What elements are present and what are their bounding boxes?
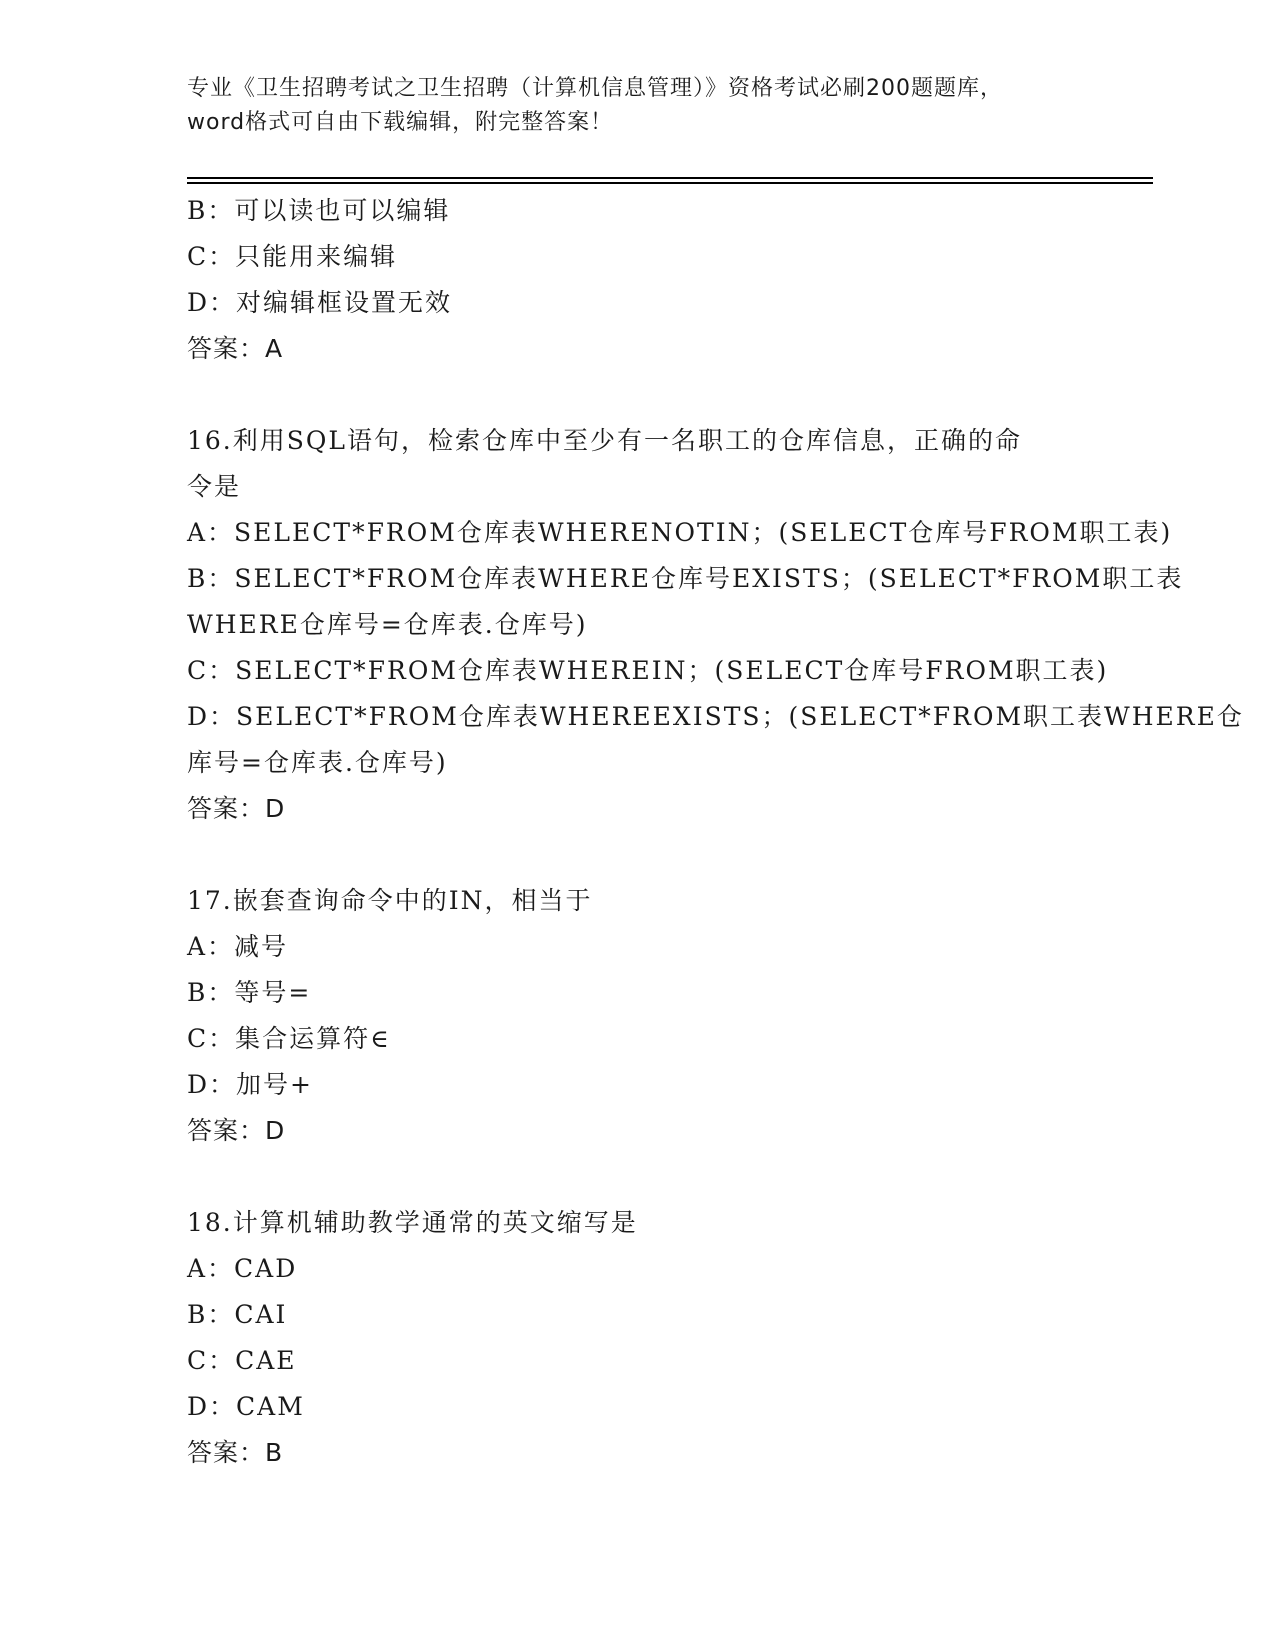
header-divider-top [187,177,1153,179]
q15-option-c: C：只能用来编辑 [187,242,398,271]
question-17 [187,878,1087,1154]
question-15-tail [187,188,1087,372]
q16-option-a: A：SELECT*FROM仓库表WHERENOTIN；(SELECT仓库号FROM职工表) [187,518,1173,547]
document-header [187,72,1087,140]
question-list [187,188,1244,1476]
spacer [187,1154,1087,1200]
q18-option-d: D：CAM [187,1392,305,1421]
q18-answer: 答案：B [187,1438,284,1467]
q16-option-d-line-2: 库号=仓库表.仓库号) [187,748,448,777]
q16-stem-line-2: 令是 [187,472,242,501]
q15-option-d: D：对编辑框设置无效 [187,288,453,317]
q16-option-b-line-1: B：SELECT*FROM仓库表WHERE仓库号EXISTS；(SELECT*FROM职工表 [187,564,1184,593]
q18-option-b: B：CAI [187,1300,288,1329]
q16-option-b-line-2: WHERE仓库号=仓库表.仓库号) [187,610,588,639]
q16-option-d-line-1: D：SELECT*FROM仓库表WHEREEXISTS；(SELECT*FROM职工表WHERE仓 [187,702,1244,731]
spacer [187,372,1087,418]
q17-option-b: B：等号= [187,978,312,1007]
header-line-2: word格式可自由下载编辑，附完整答案！ [187,110,614,135]
q17-stem: 17.嵌套查询命令中的IN，相当于 [187,886,593,915]
q17-option-c: C：集合运算符∈ [187,1024,391,1053]
q15-answer: 答案：A [187,334,284,363]
q17-answer: 答案：D [187,1116,286,1145]
question-16 [187,418,1244,832]
q17-option-d: D：加号+ [187,1070,313,1099]
q15-option-b: B：可以读也可以编辑 [187,196,451,225]
q17-option-a: A：减号 [187,932,289,961]
q16-stem-line-1: 16.利用SQL语句，检索仓库中至少有一名职工的仓库信息，正确的命 [187,426,1022,455]
q18-option-c: C：CAE [187,1346,297,1375]
q16-answer: 答案：D [187,794,286,823]
q18-option-a: A：CAD [187,1254,298,1283]
question-18 [187,1200,1087,1476]
header-divider-bottom [187,182,1153,184]
q18-stem: 18.计算机辅助教学通常的英文缩写是 [187,1208,638,1237]
header-line-1: 专业《卫生招聘考试之卫生招聘（计算机信息管理）》资格考试必刷200题题库， [187,76,1003,101]
q16-option-c: C：SELECT*FROM仓库表WHEREIN；(SELECT仓库号FROM职工表) [187,656,1109,685]
spacer [187,832,1087,878]
